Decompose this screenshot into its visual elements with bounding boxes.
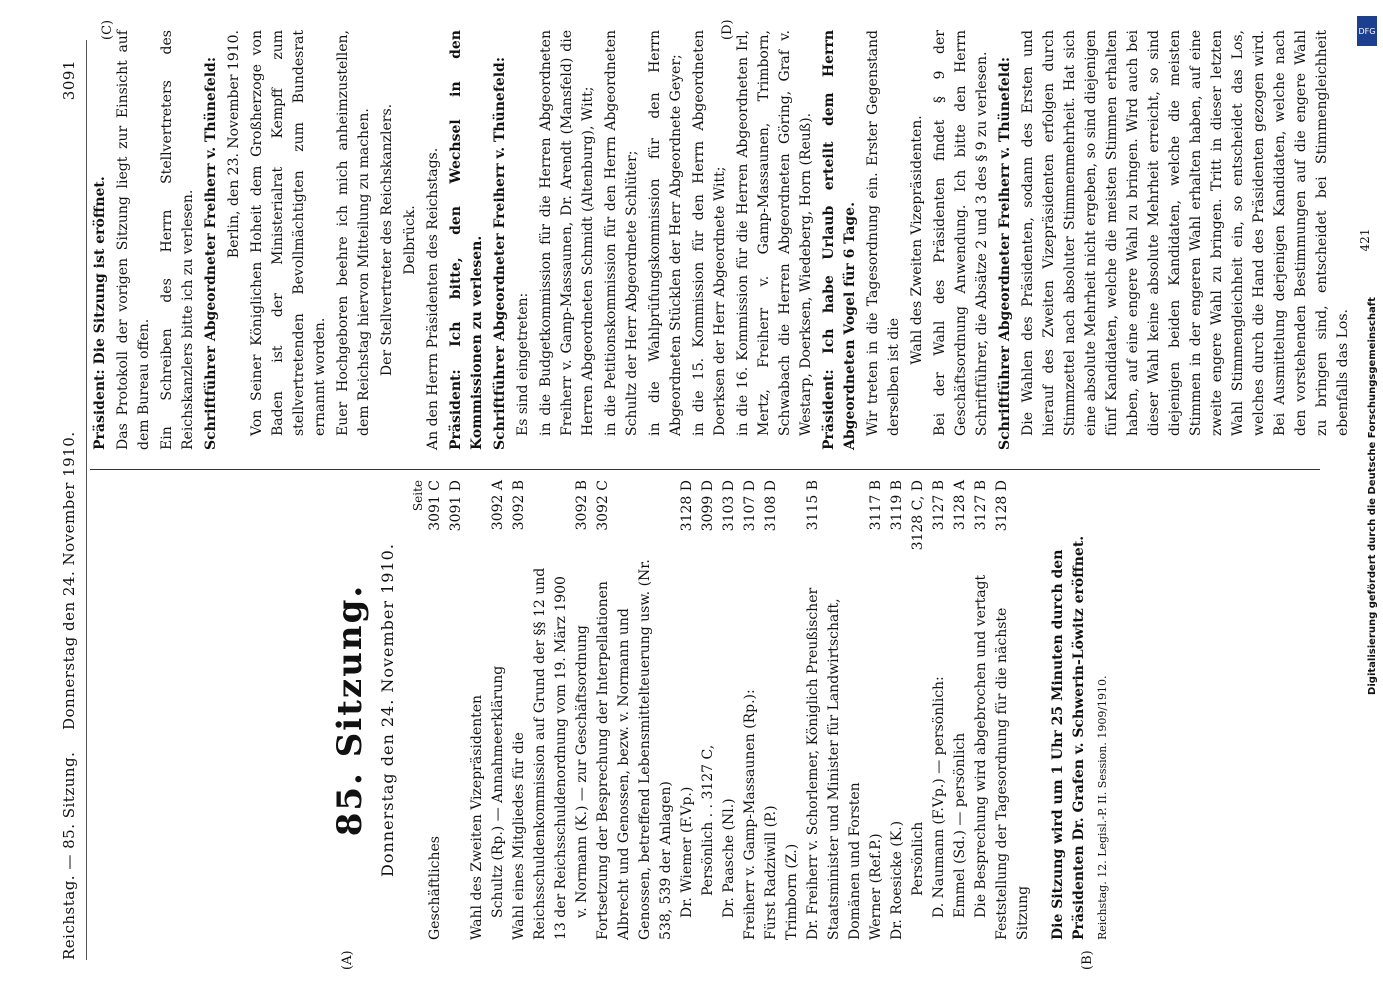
toc-entry-page: 3128 A bbox=[952, 480, 968, 531]
header-center: Donnerstag den 24. November 1910. bbox=[60, 431, 78, 730]
toc-entry-text: Fortsetzung der Besprechung der Interpellationen Albrecht und Genossen, bezw. v. Normann und Genossen, betreffend Lebensmittelteuerung usw. (Nr. 538, 539 der Anlagen) bbox=[595, 559, 674, 940]
proceedings-paragraph: Schriftführer Abgeordneter Freiherr v. Thünefeld: bbox=[203, 56, 219, 450]
proceedings-text bbox=[90, 30, 1354, 450]
toc-entry-text: Wahl eines Mitgliedes für die Reichsschuldenkommission auf Grund der §§ 12 und 13 der Reichsschuldenordnung vom 19. März 1900 bbox=[511, 567, 569, 940]
session-title: 85. Sitzung. bbox=[330, 583, 370, 837]
opening-statement: Die Sitzung wird um 1 Uhr 25 Minuten durch den Präsidenten Dr. Grafen v. Schwerin-Löwitz eröffnet. bbox=[1050, 535, 1087, 940]
toc-entry bbox=[677, 480, 698, 940]
proceedings-paragraph: Von Seiner Königlichen Hoheit dem Großherzoge von Baden ist der Ministerialrat Kempff zum stellvertretenden Bevollmächtigten zum Bundesrat ernannt worden. bbox=[249, 30, 328, 436]
toc-entry-page: 3115 B bbox=[805, 480, 821, 531]
toc-entry-page: 3119 B bbox=[889, 480, 905, 531]
proceedings-paragraph: Es sind eingetreten: bbox=[515, 292, 531, 436]
marker-b: (B) bbox=[1080, 950, 1095, 970]
footer-note: Reichstag. 12. Legisl.-P. II. Session. 1909/1910. bbox=[1096, 675, 1109, 940]
marker-d: (D) bbox=[720, 19, 735, 40]
header-rule bbox=[86, 40, 87, 960]
column-divider bbox=[90, 469, 1320, 470]
toc-entry-text: Dr. Freiherr v. Schorlemer, Königlich Preußischer Staatsminister und Minister für Landwirtschaft, Domänen und Forsten bbox=[805, 587, 863, 940]
toc-entry-text: Wahl des Zweiten Vizepräsidenten bbox=[469, 694, 485, 940]
toc-entry bbox=[950, 480, 971, 940]
toc-entry-page: 3117 B bbox=[868, 480, 884, 531]
toc-entry bbox=[803, 480, 866, 940]
toc-entry-text: Die Besprechung wird abgebrochen und vertagt bbox=[973, 574, 989, 918]
toc-entry-text: Geschäftliches bbox=[427, 836, 443, 940]
toc-entry-page: 3108 D bbox=[763, 480, 779, 532]
toc-entry-page: 3099 D bbox=[700, 480, 716, 532]
toc-entry-text: D. Naumann (F.Vp.) — persönlich: bbox=[931, 676, 947, 918]
proceedings-paragraph: Schriftführer Abgeordneter Freiherr v. Thünefeld: bbox=[997, 56, 1013, 450]
toc-entry-page: 3128 D bbox=[994, 480, 1010, 532]
toc-entry-text: Dr. Wiemer (F.Vp.) bbox=[679, 786, 695, 918]
toc-entry-page: 3127 B bbox=[931, 480, 947, 531]
proceedings-paragraph: Das Protokoll der vorigen Sitzung liegt zur Einsicht auf dem Bureau offen. bbox=[115, 30, 152, 450]
right-column bbox=[90, 30, 1372, 450]
toc-entry bbox=[740, 480, 761, 940]
toc-entry-page: 3103 D bbox=[721, 480, 737, 532]
seite-label: Seite bbox=[411, 480, 425, 512]
proceedings-paragraph: Delbrück. bbox=[402, 205, 418, 275]
toc-entry-page: 3107 D bbox=[742, 480, 758, 532]
toc-entry bbox=[719, 480, 740, 940]
proceedings-paragraph: in die 15. Kommission für den Herrn Abgeordneten Doerksen der Herr Abgeordnete Witt; bbox=[691, 30, 728, 436]
proceedings-paragraph: in die 16. Kommission für die Herren Abgeordneten Irl, Mertz, Freiherr v. Gamp-Massaunen, Trimborn, Schwabach die Herren Abgeordneten Göring, Graf v. Westarp, Doerksen, Wiedeberg, Horn (Reuß). bbox=[735, 30, 814, 436]
toc-entry bbox=[992, 480, 1034, 940]
table-of-contents bbox=[425, 480, 1034, 940]
toc-entry-page: 3092 B bbox=[511, 480, 527, 531]
marker-c: (C) bbox=[100, 19, 115, 40]
sheet-number: 421 bbox=[1358, 228, 1372, 252]
toc-entry-text: Persönlich . . 3127 C, bbox=[700, 744, 716, 896]
toc-entry-text: Werner (Ref.P.) bbox=[868, 833, 884, 940]
toc-entry-page: 3091 D bbox=[448, 480, 464, 532]
toc-entry bbox=[971, 480, 992, 940]
toc-entry-text: Trimborn (Z.) bbox=[784, 843, 800, 940]
proceedings-paragraph: Wahl des Zweiten Vizepräsidenten. bbox=[909, 115, 925, 365]
proceedings-paragraph: Ein Schreiben des Herrn Stellvertreters des Reichskanzlers bitte ich zu verlesen. bbox=[159, 30, 196, 450]
proceedings-paragraph: in die Wahlprüfungskommission für den Herrn Abgeordneten Stücklen der Herr Abgeordnete Geyer; bbox=[647, 30, 684, 436]
toc-entry-page: 3092 A bbox=[490, 480, 506, 531]
toc-entry bbox=[425, 480, 446, 940]
toc-entry-page: 3091 C bbox=[427, 480, 443, 531]
toc-entry bbox=[488, 480, 509, 940]
toc-entry-text: Schultz (Rp.) — Annahmeerklärung bbox=[490, 665, 506, 918]
running-header bbox=[60, 60, 84, 960]
toc-entry bbox=[467, 480, 488, 940]
toc-entry-page: 3127 B bbox=[973, 480, 989, 531]
marker-a: (A) bbox=[340, 950, 355, 970]
proceedings-paragraph: in die Petitionskommission für den Herrn Abgeordneten Schultz der Herr Abgeordnete Schlüter; bbox=[603, 30, 640, 436]
toc-entry-page: 3128 C, D bbox=[910, 480, 926, 551]
toc-entry-page: 3128 D bbox=[679, 480, 695, 532]
proceedings-paragraph: Wir treten in die Tagesordnung ein. Erster Gegenstand derselben ist die bbox=[865, 30, 902, 436]
toc-entry bbox=[782, 480, 803, 940]
toc-entry-text: Freiherr v. Gamp-Massaunen (Rp.): bbox=[742, 689, 758, 940]
toc-entry-text: Persönlich bbox=[910, 821, 926, 896]
toc-entry bbox=[446, 480, 467, 940]
proceedings-paragraph: Der Stellvertreter des Reichskanzlers. bbox=[379, 103, 395, 377]
toc-entry bbox=[572, 480, 593, 940]
toc-entry-text: Emmel (Sd.) — persönlich bbox=[952, 732, 968, 918]
proceedings-paragraph: Präsident: Ich habe Urlaub erteilt dem Herrn Abgeordneten Vogel für 6 Tage. bbox=[821, 30, 858, 450]
toc-entry bbox=[593, 480, 677, 940]
proceedings-paragraph: Präsident: Die Sitzung ist eröffnet. bbox=[92, 176, 108, 450]
proceedings-paragraph: Schriftführer Abgeordneter Freiherr v. Thünefeld: bbox=[492, 56, 508, 450]
toc-entry-text: Fürst Radziwill (P.) bbox=[763, 805, 779, 940]
toc-entry bbox=[908, 480, 929, 940]
toc-entry bbox=[761, 480, 782, 940]
toc-entry-page: 3092 C bbox=[595, 480, 611, 531]
proceedings-paragraph: in die Budgetkommission für die Herren Abgeordneten Freiherr v. Gamp-Massaunen, Dr. Arendt (Mansfeld) die Herren Abgeordneten Schmidt (Altenburg), Witt; bbox=[538, 30, 596, 436]
toc-entry-text: Feststellung der Tagesordnung für die nächste Sitzung bbox=[994, 607, 1031, 940]
toc-entry-text: v. Normann (K.) — zur Geschäftsordnung bbox=[574, 625, 590, 918]
toc-entry-text: Dr. Paasche (Nl.) bbox=[721, 798, 737, 918]
session-date: Donnerstag den 24. November 1910. bbox=[378, 543, 397, 877]
proceedings-paragraph: Die Wahlen des Präsidenten, sodann des Ersten und hierauf des Zweiten Vizepräsidenten erfolgen durch Stimmzettel nach absoluter Stimmenmehrheit. Hat sich eine absolute Mehrheit nicht ergeben, so sind diejenigen fünf Kandidaten, welche die meisten Stimmen erhalten haben, auf eine engere Wahl zu bringen. Wird auch bei dieser Wahl keine absolute Mehrheit erreicht, so sind diejenigen beiden Kandidaten, welche die meisten Stimmen in der engeren Wahl erhalten haben, auf eine zweite engere Wahl zu bringen. Tritt in dieser letzten Wahl Stimmengleichheit ein, so entscheidet das Los, welches durch die Hand des Präsidenten gezogen wird. Bei Ausmittelung derjenigen Kandidaten, welche nach den vorstehenden Bestimmungen auf die engere Wahl zu bringen sind, entscheidet bei Stimmengleichheit ebenfalls das Los. bbox=[1020, 30, 1351, 436]
left-column bbox=[330, 480, 1109, 940]
header-page-number: 3091 bbox=[60, 60, 78, 101]
toc-entry bbox=[887, 480, 908, 940]
proceedings-paragraph: Bei der Wahl des Präsidenten findet § 9 der Geschäftsordnung Anwendung. Ich bitte den Herrn Schriftführer, die Absätze 2 und 3 des § 9 zu verlesen. bbox=[932, 30, 990, 436]
proceedings-paragraph: Berlin, den 23. November 1910. bbox=[226, 30, 242, 259]
dfg-logo: DFG bbox=[1357, 16, 1377, 46]
toc-entry bbox=[866, 480, 887, 940]
proceedings-paragraph: Präsident: Ich bitte, den Wechsel in den Kommissionen zu verlesen. bbox=[448, 30, 485, 450]
header-left: Reichstag. — 85. Sitzung. bbox=[60, 751, 78, 960]
dfg-credit: Digitalisierung gefördert durch die Deutsche Forschungsgemeinschaft bbox=[1367, 297, 1378, 695]
toc-entry bbox=[929, 480, 950, 940]
dfg-sidebar bbox=[1355, 8, 1381, 992]
proceedings-paragraph: Euer Hochgeboren beehre ich mich anheimzustellen, dem Reichstag hiervon Mitteilung zu machen. bbox=[335, 30, 372, 436]
toc-entry-text: Dr. Roesicke (K.) bbox=[889, 820, 905, 940]
toc-entry bbox=[509, 480, 572, 940]
toc-entry-page: 3092 B bbox=[574, 480, 590, 531]
proceedings-paragraph: An den Herrn Präsidenten des Reichstags. bbox=[425, 147, 441, 450]
toc-entry bbox=[698, 480, 719, 940]
